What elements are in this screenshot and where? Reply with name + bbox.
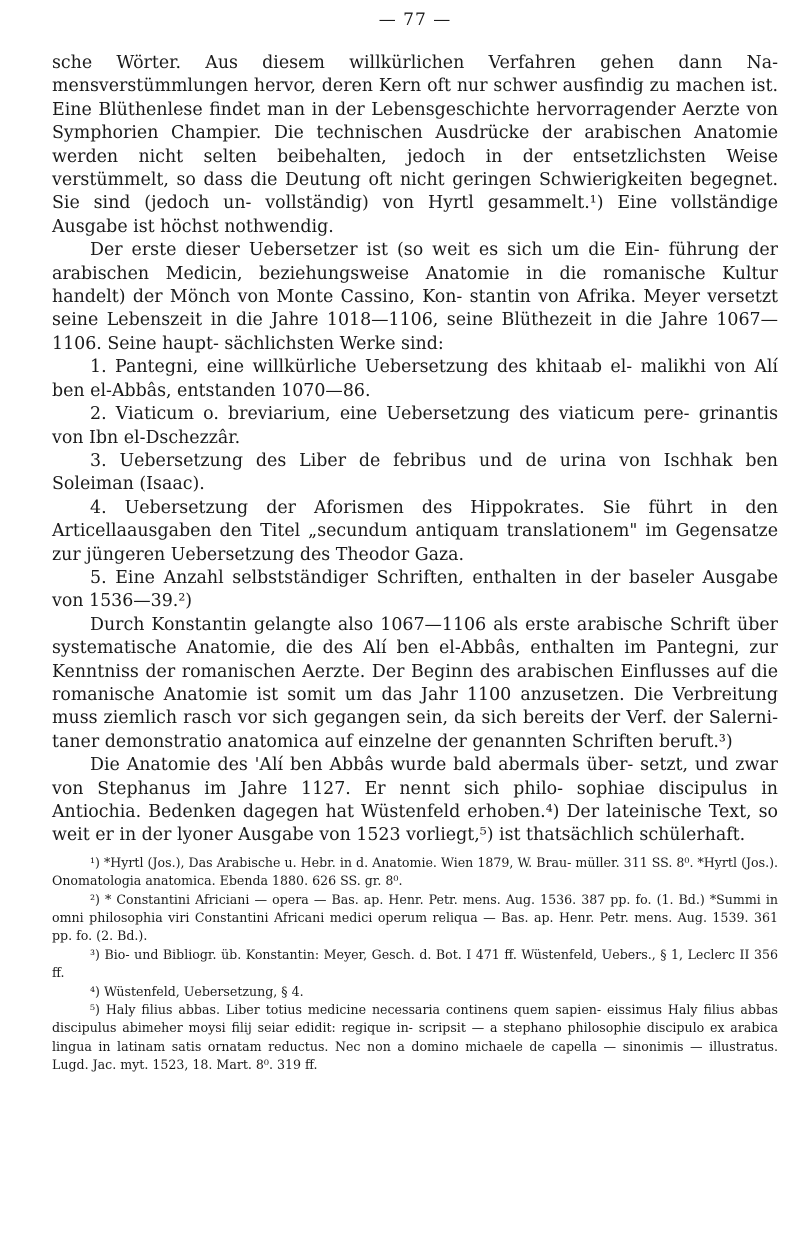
footnotes — [52, 854, 778, 1075]
paragraph-first-translator: Der erste dieser Uebersetzer ist (so weit es sich um die Ein- führung der arabischen Medicin, beziehungsweise Anatomie in die romanische Kultur handelt) der Mönch von Monte Cassino, Kon- stantin von Afrika. Meyer versetzt seine Lebenszeit in die Jahre 1018—1106, seine Blüthezeit in die Jahre 1067—1106. Seine haupt- sächlichsten Werke sind: — [52, 240, 778, 354]
main-text — [52, 52, 778, 848]
page-number: — 77 — — [378, 10, 452, 30]
paragraph-intro: sche Wörter. Aus diesem willkürlichen Verfahren gehen dann Na- mensverstümmlungen hervor, deren Kern oft nur schwer ausfindig zu machen ist. Eine Blüthenlese findet man in der Lebensgeschichte hervorragender Aerzte von Symphorien Champier. Die technischen Ausdrücke der arabischen Anatomie werden nicht selten beibehalten, jedoch in der entsetzlichsten Weise verstümmelt, so dass die Deutung oft nicht geringen Schwierigkeiten begegnet. Sie sind (jedoch un- vollständig) von Hyrtl gesammelt.¹) Eine vollständige Ausgabe ist höchst nothwendig. — [52, 53, 778, 237]
footnote-1: ¹) *Hyrtl (Jos.), Das Arabische u. Hebr. in d. Anatomie. Wien 1879, W. Brau- müller. 311 SS. 8⁰. *Hyrtl (Jos.). Onomatologia anatomica. Ebenda 1880. 626 SS. gr. 8⁰. — [52, 854, 778, 889]
list-item-schriften: 5. Eine Anzahl selbstständiger Schriften, enthalten in der baseler Ausgabe von 1536—39.²) — [52, 567, 778, 612]
footnote-4: ⁴) Wüstenfeld, Uebersetzung, § 4. — [90, 983, 304, 999]
paragraph-konstantin: Durch Konstantin gelangte also 1067—1106 als erste arabische Schrift über systematische Anatomie, die des Alí ben el-Abbâs, enthalten im Pantegni, zur Kenntniss der romanischen Aerzte. Der Beginn des arabischen Einflusses auf die romanische Anatomie ist somit um das Jahr 1100 anzusetzen. Die Verbreitung muss ziemlich rasch vor sich gegangen sein, da sich bereits der Verf. der Salerni- taner demonstratio anatomica auf einzelne der genannten Schriften beruft.³) — [52, 614, 778, 752]
book-page — [52, 10, 778, 1075]
footnote-3: ³) Bio- und Bibliogr. üb. Konstantin: Meyer, Gesch. d. Bot. I 471 ff. Wüstenfeld, Uebers., § 1, Leclerc II 356 ff. — [52, 946, 778, 981]
footnote-2: ²) * Constantini Africiani — opera — Bas. ap. Henr. Petr. mens. Aug. 1536. 387 pp. fo. (1. Bd.) *Summi in omni philosophia viri Constantini Africani medici operum reliqua — Bas. ap. Henr. Petr. mens. Aug. 1539. 361 pp. fo. (2. Bd.). — [52, 891, 778, 944]
footnote-5: ⁵) Haly filius abbas. Liber totius medicine necessaria continens quem sapien- eissimus Haly filius abbas discipulus abimeher moysi filij seiar edidit: regique in- scripsit — a stephano philosophie discipulo ex arabica lingua in latinam satis ornatam reductus. Nec non a domino michaele de capella — sinonimis — illustratus. Lugd. Jac. myt. 1523, 18. Mart. 8⁰. 319 ff. — [52, 1002, 778, 1073]
list-item-viaticum: 2. Viaticum o. breviarium, eine Uebersetzung des viaticum pere- grinantis von Ibn el-Dschezzâr. — [52, 404, 778, 448]
list-item-aforismen: 4. Uebersetzung der Aforismen des Hippokrates. Sie führt in den Articellaausgaben den Titel „secundum antiquam translationem" im Gegensatze zur jüngeren Uebersetzung des Theodor Gaza. — [52, 497, 778, 565]
paragraph-stephanus: Die Anatomie des 'Alí ben Abbâs wurde bald abermals über- setzt, und zwar von Stephanus im Jahre 1127. Er nennt sich philo- sophiae discipulus in Antiochia. Bedenken dagegen hat Wüstenfeld erhoben.⁴) Der lateinische Text, so weit er in der lyoner Ausgabe von 1523 vorliegt,⁵) ist thatsächlich schülerhaft. — [52, 755, 778, 846]
list-item-pantegni: 1. Pantegni, eine willkürliche Uebersetzung des khitaab el- malikhi von Alí ben el-Abbâs, entstanden 1070—86. — [52, 357, 778, 401]
list-item-febribus: 3. Uebersetzung des Liber de febribus und de urina von Ischhak ben Soleiman (Isaac). — [52, 450, 778, 495]
